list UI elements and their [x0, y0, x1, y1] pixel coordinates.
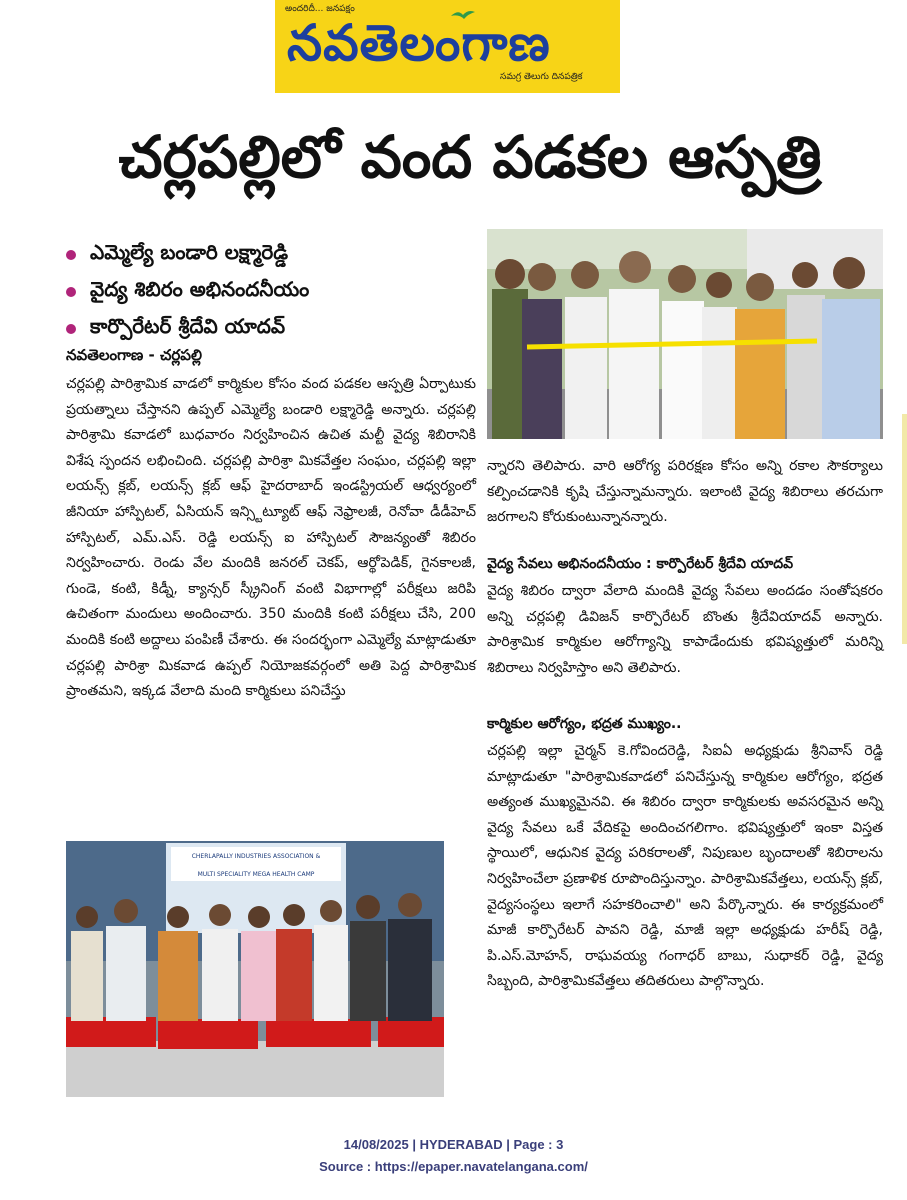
bullet-text: ఎమ్మెల్యే బండారి లక్ష్మారెడ్డి [90, 240, 289, 264]
bullet-item [66, 273, 476, 310]
newspaper-masthead [275, 0, 620, 93]
banner-title-line2: MULTI SPECIALITY MEGA HEALTH CAMP [197, 871, 315, 878]
banner-title-line1: CHERLAPALLY INDUSTRIES ASSOCIATION & [191, 853, 321, 860]
bullet-item [66, 236, 476, 273]
dateline: నవతెలంగాణ - చర్లపల్లి [66, 346, 202, 364]
bullet-dot-icon [66, 287, 76, 297]
article-headline: చర్లపల్లిలో వంద పడకల ఆస్పత్రి [118, 123, 822, 191]
body-text-left-column: చర్లపల్లి పారిశ్రామిక వాడలో కార్మికుల కోసం వంద పడకల ఆస్పత్రి ఏర్పాటుకు ప్రయత్నాలు చేస్తానని ఉప్పల్ ఎమ్మెల్యే బండారి లక్ష్మారెడ్డి అన్నారు. చర్లపల్లి పారిశ్రామి కవాడలో బుధవారం నిర్వహించిన ఉచిత మల్టీ వైద్య శిబిరానికి విశేష స్పందన లభించింది. చర్లపల్లి పారిశ్రా మికవేత్తల సంఘం, చర్లపల్లి ఇల్లా లయన్స్ క్లబ్, లయన్స్ క్లబ్ ఆఫ్ హైదరాబాద్ ఇండస్ట్రియల్ ఆధ్వర్యంలో జీనియా హాస్పిటల్, ఏసియన్ ఇన్స్టిట్యూట్ ఆఫ్ నెఫ్రాలజీ, రెనోవా డీడీహెచ్ హాస్పిటల్, ఎమ్.ఎస్. రెడ్డి లయన్స్ ఐ హాస్పిటల్ సౌజన్యంతో శిబిరం నిర్వహించారు. రెండు వేల మందికి జనరల్ చెకప్, ఆర్థోపెడిక్, గైనకాలజీ, గుండె, కంటి, కిడ్నీ, క్యాన్సర్ స్క్రీనింగ్ వంటి విభాగాల్లో పరీక్షలు జరిపి ఉచితంగా మందులు అందించారు. 350 మందికి కంటి పరీక్షలు చేసి, 200 మందికి కంటి అద్దాలు పంపిణీ చేశారు. ఈ సందర్భంగా ఎమ్మెల్యే మాట్లాడుతూ చర్లపల్లి పారిశ్రా మికవాడ ఉప్పల్ నియోజకవర్గంలో అతి పెద్ద పారిశ్రామిక ప్రాంతమని, ఇక్కడ వేలాది మంది కార్మికులు పనిచేస్తు [66, 376, 476, 700]
body-text-chairman-quote: చర్లపల్లి ఇల్లా చైర్మన్ కె.గోవిందరెడ్డి, సిఐఏ అధ్యక్షుడు శ్రీనివాస్ రెడ్డి మాట్లాడుతూ "పారిశ్రామికవాడలో పనిచేస్తున్న కార్మికుల ఆరోగ్యం, భద్రత అత్యంత ముఖ్యమైనవి. ఈ శిబిరం ద్వారా కార్మికులకు అవసరమైన అన్ని వైద్య సేవలు ఒకే వేదికపై అందించగలిగాం. భవిష్యత్తులో ఇంకా విస్తత స్థాయిలో, ఆధునిక వైద్య పరికరాలతో, నిపుణుల బృందాలతో శిబిరాలను నిర్వహించేలా ప్రణాళిక రూపొందిస్తున్నాం. పారిశ్రామికవేత్తలు, లయన్స్ క్లబ్, వైద్యసంస్థలు ఇలాగే సహకరించాలి" అని పేర్కొన్నారు. ఈ కార్యక్రమంలో మాజీ కార్పొరేటర్ పావని రెడ్డి, మాజీ ఇల్లా అధ్యక్షుడు హరీష్ రెడ్డి, పి.ఎస్.మోహన్, రాఘవయ్య గంగాధర్ బాబు, సుధాకర్ రెడ్డి, వైద్య సిబ్బంది, పారిశ్రామికవేత్తలు తదితరులు పాల్గొన్నారు. [487, 743, 883, 990]
bullet-dot-icon [66, 250, 76, 260]
bullet-text: వైద్య శిబిరం అభినందనీయం [90, 277, 310, 301]
masthead-logo: నవతెలంగాణ [287, 14, 551, 72]
page-edge-strip [902, 414, 907, 644]
body-text-right-continuation: న్నారని తెలిపారు. వారి ఆరోగ్య పరిరక్షణ కోసం అన్ని రకాల సౌకర్యాలు కల్పించడానికి కృషి చేస్తున్నామన్నారు. ఇలాంటి వైద్య శిబిరాలు తరచుగా జరగాలని కోరుకుంటున్నానన్నారు. [487, 458, 883, 526]
subheading-worker-health: కార్మికుల ఆరోగ్యం, భద్రత ముఖ్యం.. [487, 716, 682, 732]
bullet-text: కార్పొరేటర్ శ్రీదేవి యాదవ్ [90, 314, 286, 338]
ribbon-cutting-photo [487, 229, 883, 439]
group-photo-health-camp [66, 841, 444, 1097]
highlight-bullets [66, 236, 476, 347]
footer-source-link[interactable]: Source : https://epaper.navatelangana.com/ [319, 1159, 588, 1174]
footer-date-page: 14/08/2025 | HYDERABAD | Page : 3 [343, 1137, 564, 1152]
masthead-tagline-bottom: సమగ్ర తెలుగు దినపత్రిక [500, 72, 583, 82]
bullet-item [66, 310, 476, 347]
bullet-dot-icon [66, 324, 76, 334]
subheading-medical-services: వైద్య సేవలు అభినందనీయం : కార్పొరేటర్ శ్రీదేవి యాదవ్ [487, 556, 794, 572]
page-footer [0, 1134, 907, 1178]
masthead-tagline-top: అందరిదీ... జనపక్షం [285, 4, 355, 14]
body-text-corporator-quote: వైద్య శిబిరం ద్వారా వేలాది మందికి వైద్య సేవలు అందడం సంతోషకరం అన్ని చర్లపల్లి డివిజన్ కార్పొరేటర్ బొంతు శ్రీదేవియాదవ్ అన్నారు. పారిశ్రామిక కార్మికుల ఆరోగ్యాన్ని కాపాడేందుకు భవిష్యత్తులో మరిన్ని శిబిరాలు నిర్వహిస్తాం అని తెలిపారు. [487, 583, 883, 676]
